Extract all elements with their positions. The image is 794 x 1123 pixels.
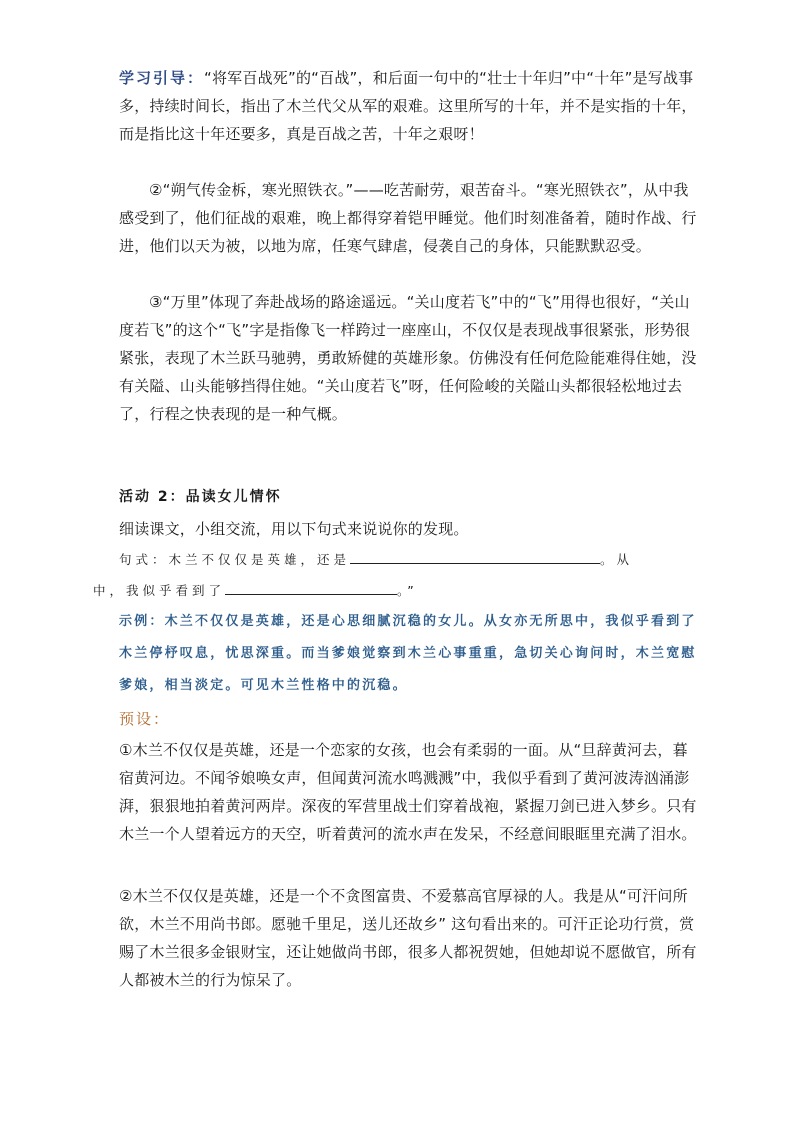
preset-2-paragraph: ②木兰不仅仅是英雄，还是一个不贪图富贵、不爱慕高官厚禄的人。我是从“可汗问所欲，木兰不用尚书郎。愿驰千里足，送儿还故乡” 这句看出来的。可汗正论功行赏，赏赐了木兰很多金银财宝，还让她做尚书郎，很多人都祝贺她，但她却说不愿做官，所有人都被木兰的行为惊呆了。 xyxy=(119,887,697,989)
activity-instruction: 细读课文，小组交流，用以下句式来说说你的发现。 xyxy=(119,520,469,538)
answer-blank-1 xyxy=(350,549,600,564)
example-paragraph: 示例：木兰不仅仅是英雄，还是心思细腻沉稳的女儿。从女亦无所思中，我似乎看到了木兰停杼叹息，忧思深重。而当爹娘觉察到木兰心事重重，急切关心询问时，木兰宽慰爹娘，相当淡定。可见木兰性格中的沉稳。 xyxy=(119,614,697,693)
preset-label: 预设： xyxy=(119,710,171,728)
guide-paragraph xyxy=(119,64,699,148)
answer-blank-2 xyxy=(225,580,397,595)
point-2-paragraph: ②“朔气传金柝，寒光照铁衣。”——吃苦耐劳，艰苦奋斗。“寒光照铁衣”，从中我感受到了，他们征战的艰难，晚上都得穿着铠甲睡觉。他们时刻准备着，随时作战、行进，他们以天为被，以地为席，任寒气肆虐，侵袭自己的身体，只能默默忍受。 xyxy=(119,181,697,255)
sentence-pattern-line-2 xyxy=(93,578,418,604)
guide-text: “将军百战死”的“百战”，和后面一句中的“壮士十年归”中“十年”是写战事多，持续时间长，指出了木兰代父从军的艰难。这里所写的十年，并不是实指的十年，而是指比这十年还要多，真是百战之苦，十年之艰呀！ xyxy=(119,69,697,143)
preset-1-paragraph: ①木兰不仅仅是英雄，还是一个恋家的女孩，也会有柔弱的一面。从“旦辞黄河去，暮宿黄河边。不闻爷娘唤女声，但闻黄河流水鸣溅溅”中，我似乎看到了黄河波涛汹涌澎湃，狠狠地拍着黄河两岸。深夜的军营里战士们穿着战袍，紧握刀剑已进入梦乡。只有木兰一个人望着远方的天空，听着黄河的流水声在发呆，不经意间眼眶里充满了泪水。 xyxy=(119,741,697,843)
point-3-paragraph: ③“万里”体现了奔赴战场的路途遥远。“关山度若飞”中的“飞”用得也很好，“关山度若飞”的这个“飞”字是指像飞一样跨过一座座山，不仅仅是表现战事很紧张，形势很紧张，表现了木兰跃马驰骋，勇敢矫健的英雄形象。仿佛没有任何危险能难得住她，没有关隘、山头能够挡得住她。“关山度若飞”呀，任何险峻的关隘山头都很轻松地过去了，行程之快表现的是一种气概。 xyxy=(119,293,697,423)
activity-2-heading: 活动 2：品读女儿情怀 xyxy=(119,489,282,505)
pattern-text-4: 。” xyxy=(397,583,418,598)
guide-label: 学习引导： xyxy=(119,69,205,87)
pattern-text-2: 。从 xyxy=(600,552,634,567)
pattern-text-3: 中，我似乎看到了 xyxy=(93,583,226,598)
pattern-text-1: 句式：木兰不仅仅是英雄，还是 xyxy=(119,552,351,567)
sentence-pattern-line-1 xyxy=(119,547,633,573)
